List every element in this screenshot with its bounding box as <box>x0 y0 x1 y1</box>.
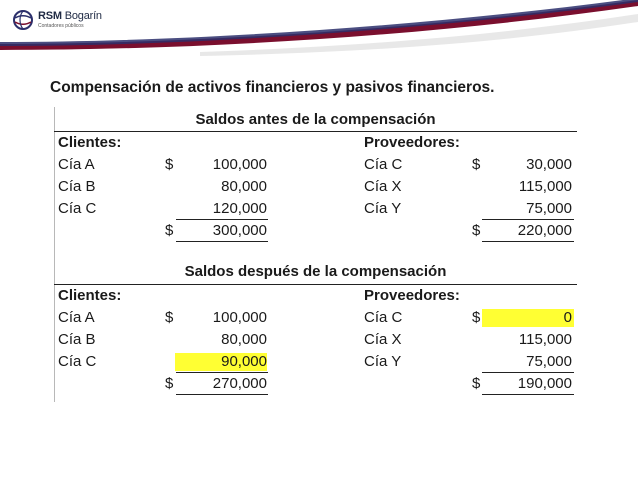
after-clients-total-rule <box>176 394 268 395</box>
before-suppliers-subtotal-rule <box>482 219 574 220</box>
after-supplier-amount-highlighted: 0 <box>482 309 574 327</box>
currency-sign: $ <box>165 375 174 392</box>
company-logo <box>12 9 102 31</box>
after-supplier-name: Cía Y <box>364 353 402 370</box>
currency-sign: $ <box>472 156 481 173</box>
before-supplier-amount: 30,000 <box>526 156 572 173</box>
after-supplier-amount: 115,000 <box>518 331 572 348</box>
after-supplier-name: Cía C <box>364 309 403 326</box>
before-suppliers-label: Proveedores: <box>364 134 460 151</box>
after-client-name: Cía A <box>58 309 95 326</box>
before-client-amount: 120,000 <box>212 200 267 217</box>
after-suppliers-total-rule <box>482 394 574 395</box>
currency-sign: $ <box>165 156 174 173</box>
after-suppliers-total: 190,000 <box>517 375 572 392</box>
currency-sign: $ <box>165 309 174 326</box>
after-section-title: Saldos después de la compensación <box>184 263 447 280</box>
before-client-amount: 80,000 <box>221 178 267 195</box>
after-suppliers-label: Proveedores: <box>364 287 460 304</box>
logo-tagline: Contadores públicos <box>38 23 84 29</box>
before-clients-total: 300,000 <box>212 222 267 239</box>
before-client-amount: 100,000 <box>212 156 267 173</box>
after-clients-label: Clientes: <box>58 287 122 304</box>
logo-brand: RSM Bogarín <box>38 10 102 22</box>
after-header-rule <box>54 284 577 285</box>
after-client-name: Cía B <box>58 331 96 348</box>
before-clients-label: Clientes: <box>58 134 122 151</box>
before-client-name: Cía B <box>58 178 96 195</box>
after-client-amount: 80,000 <box>221 331 267 348</box>
before-client-name: Cía C <box>58 200 97 217</box>
after-supplier-name: Cía X <box>364 331 402 348</box>
before-supplier-name: Cía C <box>364 156 403 173</box>
after-clients-total: 270,000 <box>212 375 267 392</box>
before-clients-total-rule <box>176 241 268 242</box>
before-supplier-name: Cía Y <box>364 200 402 217</box>
after-client-amount: 100,000 <box>212 309 267 326</box>
before-supplier-amount: 75,000 <box>526 200 572 217</box>
after-suppliers-subtotal-rule <box>482 372 574 373</box>
currency-sign: $ <box>472 375 481 392</box>
before-header-rule <box>54 131 577 132</box>
balances-table <box>54 107 577 402</box>
before-client-name: Cía A <box>58 156 95 173</box>
currency-sign: $ <box>472 222 481 239</box>
before-clients-subtotal-rule <box>176 219 268 220</box>
page-title: Compensación de activos financieros y pasivos financieros. <box>50 79 495 96</box>
currency-sign: $ <box>472 309 481 326</box>
before-supplier-name: Cía X <box>364 178 402 195</box>
before-section-title: Saldos antes de la compensación <box>195 111 436 128</box>
before-supplier-amount: 115,000 <box>518 178 572 195</box>
after-client-name: Cía C <box>58 353 97 370</box>
after-clients-subtotal-rule <box>176 372 268 373</box>
before-suppliers-total: 220,000 <box>517 222 572 239</box>
after-supplier-amount: 75,000 <box>526 353 572 370</box>
currency-sign: $ <box>165 222 174 239</box>
before-suppliers-total-rule <box>482 241 574 242</box>
after-client-amount-highlighted: 90,000 <box>175 353 267 371</box>
globe-icon <box>12 9 34 31</box>
